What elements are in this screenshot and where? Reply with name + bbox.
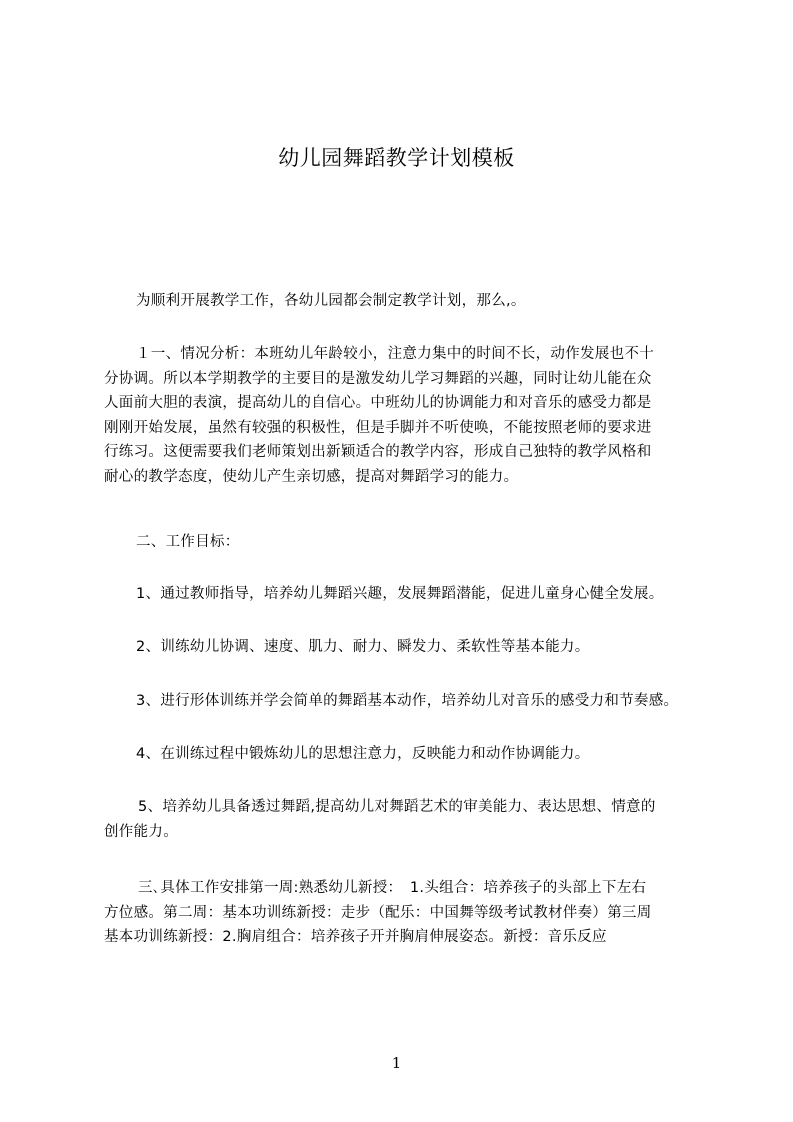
work-schedule-paragraph [104,876,716,950]
goal-item-2: 2、训练幼儿协调、速度、肌力、耐力、瞬发力、柔软性等基本能力。 [136,639,590,655]
goal-item-1: 1、通过教师指导，培养幼儿舞蹈兴趣，发展舞蹈潜能，促进儿童身心健全发展。 [136,586,664,602]
work-goals-heading: 二、工作目标： [136,534,240,550]
paragraph-line: １一、情况分析：本班幼儿年龄较小，注意力集中的时间不长，动作发展也不十 [136,346,654,362]
intro-paragraph: 为顺利开展教学工作，各幼儿园都会制定教学计划，那么,。 [136,293,526,309]
paragraph-line: 刚刚开始发展，虽然有较强的积极性，但是手脚并不听使唤，不能按照老师的要求进 [104,419,652,436]
situation-analysis-paragraph [104,342,716,489]
paragraph-line: 5、培养幼儿具备透过舞蹈,提高幼儿对舞蹈艺术的审美能力、表达思想、情意的 [138,799,656,815]
paragraph-line: 三､具体工作安排第一周:熟悉幼儿新授： 1.头组合：培养孩子的头部上下左右 [138,880,647,896]
paragraph-line: 耐心的教学态度，使幼儿产生亲切感，提高对舞蹈学习的能力。 [104,468,519,485]
paragraph-line: 人面前大胆的表演，提高幼儿的自信心。中班幼儿的协调能力和对音乐的感受力都是 [104,395,652,411]
goal-item-5 [104,795,716,844]
paragraph-line: 基本功训练新授：2.胸肩组合：培养孩子开并胸肩伸展姿态。新授：音乐反应 [104,929,607,945]
goal-item-4: 4、在训练过程中锻炼幼儿的思想注意力，反映能力和动作协调能力。 [136,746,590,762]
page-number: 1 [391,1054,402,1072]
paragraph-line: 分协调。所以本学期教学的主要目的是激发幼儿学习舞蹈的兴趣，同时让幼儿能在众 [104,370,652,387]
document-title: 幼儿园舞蹈教学计划模板 [278,146,515,170]
goal-item-3: 3、进行形体训练并学会简单的舞蹈基本动作，培养幼儿对音乐的感受力和节奏感。 [136,693,679,709]
paragraph-line: 行练习。这便需要我们老师策划出新颖适合的教学内容，形成自己独特的教学风格和 [104,444,652,460]
paragraph-line: 方位感。第二周：基本功训练新授：走步（配乐：中国舞等级考试教材伴奏）第三周 [104,904,652,921]
paragraph-line: 创作能力。 [104,823,178,840]
